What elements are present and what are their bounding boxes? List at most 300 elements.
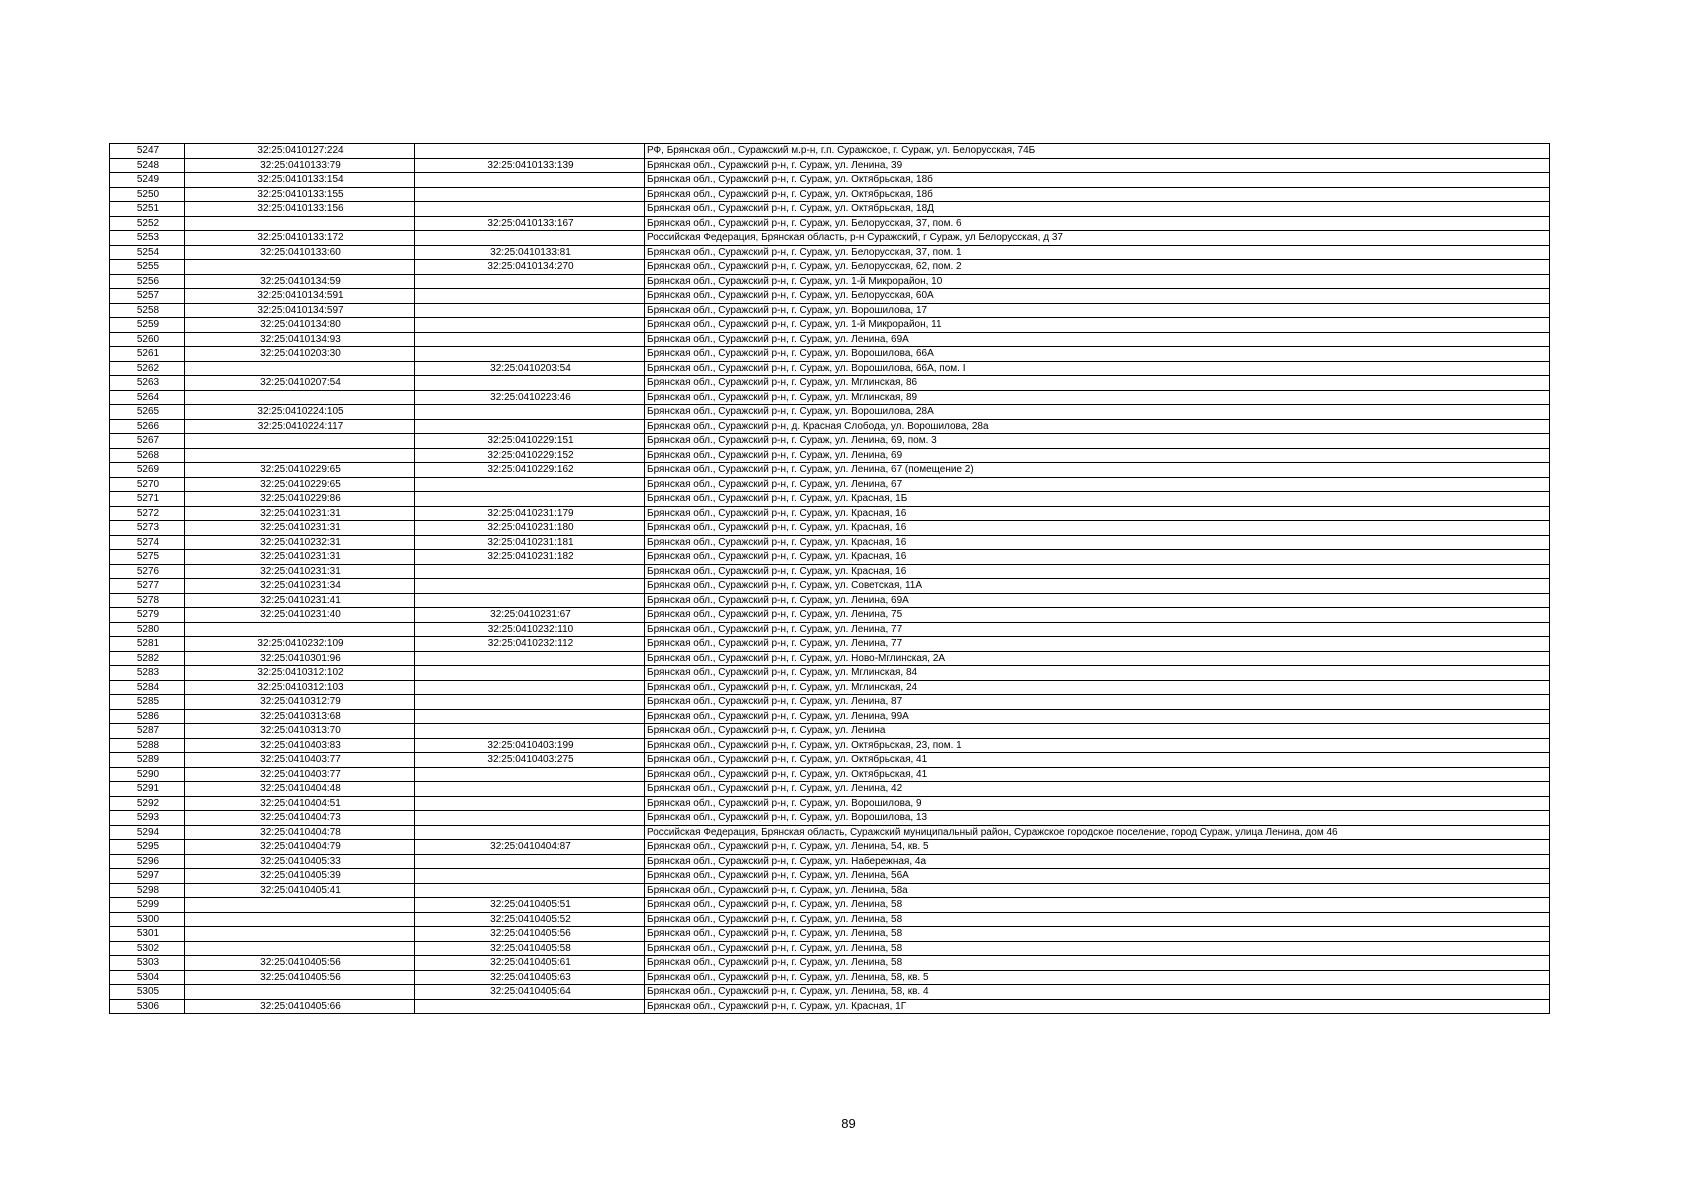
building-cadastral-number-cell	[415, 579, 645, 594]
building-cadastral-number-cell	[415, 332, 645, 347]
land-cadastral-number-cell: 32:25:0410313:68	[185, 709, 415, 724]
address-cell: Брянская обл., Суражский р-н, г. Сураж, ул. Ворошилова, 13	[645, 811, 1550, 826]
row-number-cell: 5269	[110, 463, 185, 478]
address-cell: Брянская обл., Суражский р-н, г. Сураж, ул. Белорусская, 60А	[645, 289, 1550, 304]
land-cadastral-number-cell: 32:25:0410229:86	[185, 492, 415, 507]
building-cadastral-number-cell: 32:25:0410405:51	[415, 898, 645, 913]
table-row	[110, 245, 1550, 260]
land-cadastral-number-cell: 32:25:0410403:77	[185, 753, 415, 768]
land-cadastral-number-cell: 32:25:0410404:73	[185, 811, 415, 826]
row-number-cell: 5263	[110, 376, 185, 391]
building-cadastral-number-cell: 32:25:0410133:81	[415, 245, 645, 260]
address-cell: Брянская обл., Суражский р-н, г. Сураж, ул. Ленина, 58а	[645, 883, 1550, 898]
land-cadastral-number-cell: 32:25:0410134:80	[185, 318, 415, 333]
land-cadastral-number-cell: 32:25:0410312:103	[185, 680, 415, 695]
table-row	[110, 477, 1550, 492]
table-row	[110, 608, 1550, 623]
building-cadastral-number-cell	[415, 666, 645, 681]
land-cadastral-number-cell: 32:25:0410231:31	[185, 550, 415, 565]
table-row	[110, 506, 1550, 521]
building-cadastral-number-cell: 32:25:0410405:64	[415, 985, 645, 1000]
row-number-cell: 5260	[110, 332, 185, 347]
address-cell: Брянская обл., Суражский р-н, г. Сураж, ул. Ленина, 67	[645, 477, 1550, 492]
address-cell: Брянская обл., Суражский р-н, г. Сураж, ул. Красная, 1Б	[645, 492, 1550, 507]
land-cadastral-number-cell: 32:25:0410405:41	[185, 883, 415, 898]
table-row	[110, 651, 1550, 666]
table-row	[110, 448, 1550, 463]
address-cell: РФ, Брянская обл., Суражский м.р-н, г.п. Суражское, г. Сураж, ул. Белорусская, 74Б	[645, 144, 1550, 159]
row-number-cell: 5282	[110, 651, 185, 666]
building-cadastral-number-cell	[415, 231, 645, 246]
land-cadastral-number-cell: 32:25:0410133:172	[185, 231, 415, 246]
table-row	[110, 535, 1550, 550]
address-cell: Брянская обл., Суражский р-н, г. Сураж, ул. 1-й Микрорайон, 10	[645, 274, 1550, 289]
row-number-cell: 5250	[110, 187, 185, 202]
land-cadastral-number-cell: 32:25:0410405:39	[185, 869, 415, 884]
table-row	[110, 260, 1550, 275]
table-row	[110, 144, 1550, 159]
table-row	[110, 216, 1550, 231]
table-row	[110, 709, 1550, 724]
table-row	[110, 811, 1550, 826]
building-cadastral-number-cell: 32:25:0410223:46	[415, 390, 645, 405]
address-cell: Брянская обл., Суражский р-н, г. Сураж, ул. Набережная, 4а	[645, 854, 1550, 869]
row-number-cell: 5265	[110, 405, 185, 420]
address-cell: Брянская обл., Суражский р-н, г. Сураж, ул. Ленина, 67 (помещение 2)	[645, 463, 1550, 478]
table-row	[110, 767, 1550, 782]
land-cadastral-number-cell: 32:25:0410404:78	[185, 825, 415, 840]
table-row	[110, 492, 1550, 507]
land-cadastral-number-cell: 32:25:0410405:56	[185, 970, 415, 985]
land-cadastral-number-cell	[185, 448, 415, 463]
row-number-cell: 5271	[110, 492, 185, 507]
building-cadastral-number-cell: 32:25:0410403:275	[415, 753, 645, 768]
address-cell: Брянская обл., Суражский р-н, г. Сураж, ул. Мглинская, 86	[645, 376, 1550, 391]
row-number-cell: 5292	[110, 796, 185, 811]
row-number-cell: 5285	[110, 695, 185, 710]
address-cell: Брянская обл., Суражский р-н, г. Сураж, ул. Мглинская, 89	[645, 390, 1550, 405]
address-cell: Брянская обл., Суражский р-н, г. Сураж, ул. Красная, 1Г	[645, 999, 1550, 1014]
building-cadastral-number-cell: 32:25:0410232:110	[415, 622, 645, 637]
land-cadastral-number-cell	[185, 985, 415, 1000]
address-cell: Брянская обл., Суражский р-н, г. Сураж, ул. Ленина, 58	[645, 927, 1550, 942]
address-cell: Брянская обл., Суражский р-н, г. Сураж, ул. Октябрьская, 18б	[645, 187, 1550, 202]
building-cadastral-number-cell	[415, 709, 645, 724]
building-cadastral-number-cell: 32:25:0410203:54	[415, 361, 645, 376]
building-cadastral-number-cell: 32:25:0410231:179	[415, 506, 645, 521]
address-cell: Брянская обл., Суражский р-н, г. Сураж, ул. 1-й Микрорайон, 11	[645, 318, 1550, 333]
table-row	[110, 854, 1550, 869]
registry-body	[110, 144, 1550, 1014]
address-cell: Брянская обл., Суражский р-н, г. Сураж, ул. Красная, 16	[645, 521, 1550, 536]
address-cell: Брянская обл., Суражский р-н, г. Сураж, ул. Ленина, 75	[645, 608, 1550, 623]
building-cadastral-number-cell	[415, 405, 645, 420]
building-cadastral-number-cell	[415, 477, 645, 492]
table-row	[110, 550, 1550, 565]
row-number-cell: 5261	[110, 347, 185, 362]
table-row	[110, 680, 1550, 695]
building-cadastral-number-cell	[415, 767, 645, 782]
land-cadastral-number-cell: 32:25:0410301:96	[185, 651, 415, 666]
row-number-cell: 5256	[110, 274, 185, 289]
table-row	[110, 883, 1550, 898]
table-row	[110, 622, 1550, 637]
table-row	[110, 753, 1550, 768]
table-row	[110, 390, 1550, 405]
building-cadastral-number-cell	[415, 376, 645, 391]
row-number-cell: 5284	[110, 680, 185, 695]
land-cadastral-number-cell: 32:25:0410404:79	[185, 840, 415, 855]
address-cell: Брянская обл., Суражский р-н, г. Сураж, ул. Белорусская, 37, пом. 1	[645, 245, 1550, 260]
building-cadastral-number-cell	[415, 869, 645, 884]
address-cell: Брянская обл., Суражский р-н, г. Сураж, ул. Ленина, 58	[645, 912, 1550, 927]
row-number-cell: 5295	[110, 840, 185, 855]
row-number-cell: 5291	[110, 782, 185, 797]
row-number-cell: 5267	[110, 434, 185, 449]
row-number-cell: 5272	[110, 506, 185, 521]
building-cadastral-number-cell	[415, 796, 645, 811]
land-cadastral-number-cell: 32:25:0410403:77	[185, 767, 415, 782]
building-cadastral-number-cell: 32:25:0410231:182	[415, 550, 645, 565]
row-number-cell: 5288	[110, 738, 185, 753]
table-row	[110, 796, 1550, 811]
land-cadastral-number-cell: 32:25:0410134:59	[185, 274, 415, 289]
building-cadastral-number-cell	[415, 593, 645, 608]
land-cadastral-number-cell	[185, 361, 415, 376]
land-cadastral-number-cell: 32:25:0410133:154	[185, 173, 415, 188]
address-cell: Брянская обл., Суражский р-н, г. Сураж, ул. Ленина, 77	[645, 637, 1550, 652]
row-number-cell: 5279	[110, 608, 185, 623]
address-cell: Российская Федерация, Брянская область, р-н Суражский, г Сураж, ул Белорусская, д 37	[645, 231, 1550, 246]
row-number-cell: 5248	[110, 158, 185, 173]
table-row	[110, 231, 1550, 246]
building-cadastral-number-cell	[415, 825, 645, 840]
table-row	[110, 463, 1550, 478]
land-cadastral-number-cell: 32:25:0410231:31	[185, 521, 415, 536]
land-cadastral-number-cell: 32:25:0410229:65	[185, 477, 415, 492]
building-cadastral-number-cell	[415, 811, 645, 826]
row-number-cell: 5301	[110, 927, 185, 942]
address-cell: Брянская обл., Суражский р-н, г. Сураж, ул. Мглинская, 24	[645, 680, 1550, 695]
address-cell: Брянская обл., Суражский р-н, г. Сураж, ул. Ленина, 69А	[645, 332, 1550, 347]
land-cadastral-number-cell: 32:25:0410405:56	[185, 956, 415, 971]
building-cadastral-number-cell: 32:25:0410403:199	[415, 738, 645, 753]
row-number-cell: 5280	[110, 622, 185, 637]
land-cadastral-number-cell	[185, 622, 415, 637]
address-cell: Брянская обл., Суражский р-н, г. Сураж, ул. Ленина, 39	[645, 158, 1550, 173]
address-cell: Российская Федерация, Брянская область, Суражский муниципальный район, Суражское городское поселение, город Сураж, улица Ленина, дом 46	[645, 825, 1550, 840]
address-cell: Брянская обл., Суражский р-н, г. Сураж, ул. Ворошилова, 66А	[645, 347, 1550, 362]
address-cell: Брянская обл., Суражский р-н, г. Сураж, ул. Ново-Мглинская, 2А	[645, 651, 1550, 666]
address-cell: Брянская обл., Суражский р-н, г. Сураж, ул. Красная, 16	[645, 506, 1550, 521]
address-cell: Брянская обл., Суражский р-н, г. Сураж, ул. Белорусская, 37, пом. 6	[645, 216, 1550, 231]
address-cell: Брянская обл., Суражский р-н, г. Сураж, ул. Ленина, 58, кв. 5	[645, 970, 1550, 985]
table-row	[110, 999, 1550, 1014]
table-row	[110, 434, 1550, 449]
land-cadastral-number-cell: 32:25:0410231:31	[185, 506, 415, 521]
address-cell: Брянская обл., Суражский р-н, г. Сураж, ул. Белорусская, 62, пом. 2	[645, 260, 1550, 275]
address-cell: Брянская обл., Суражский р-н, г. Сураж, ул. Советская, 11А	[645, 579, 1550, 594]
building-cadastral-number-cell	[415, 564, 645, 579]
row-number-cell: 5286	[110, 709, 185, 724]
building-cadastral-number-cell	[415, 854, 645, 869]
table-row	[110, 912, 1550, 927]
table-row	[110, 869, 1550, 884]
address-cell: Брянская обл., Суражский р-н, д. Красная Слобода, ул. Ворошилова, 28а	[645, 419, 1550, 434]
land-cadastral-number-cell: 32:25:0410313:70	[185, 724, 415, 739]
table-row	[110, 724, 1550, 739]
land-cadastral-number-cell	[185, 434, 415, 449]
registry-table	[109, 143, 1550, 1014]
building-cadastral-number-cell	[415, 202, 645, 217]
land-cadastral-number-cell: 32:25:0410229:65	[185, 463, 415, 478]
row-number-cell: 5257	[110, 289, 185, 304]
building-cadastral-number-cell	[415, 782, 645, 797]
address-cell: Брянская обл., Суражский р-н, г. Сураж, ул. Ворошилова, 66А, пом. I	[645, 361, 1550, 376]
address-cell: Брянская обл., Суражский р-н, г. Сураж, ул. Ленина, 77	[645, 622, 1550, 637]
row-number-cell: 5296	[110, 854, 185, 869]
row-number-cell: 5252	[110, 216, 185, 231]
address-cell: Брянская обл., Суражский р-н, г. Сураж, ул. Мглинская, 84	[645, 666, 1550, 681]
building-cadastral-number-cell: 32:25:0410405:63	[415, 970, 645, 985]
building-cadastral-number-cell: 32:25:0410231:67	[415, 608, 645, 623]
address-cell: Брянская обл., Суражский р-н, г. Сураж, ул. Ворошилова, 9	[645, 796, 1550, 811]
address-cell: Брянская обл., Суражский р-н, г. Сураж, ул. Красная, 16	[645, 535, 1550, 550]
land-cadastral-number-cell: 32:25:0410133:79	[185, 158, 415, 173]
row-number-cell: 5276	[110, 564, 185, 579]
building-cadastral-number-cell: 32:25:0410133:167	[415, 216, 645, 231]
land-cadastral-number-cell: 32:25:0410224:105	[185, 405, 415, 420]
land-cadastral-number-cell: 32:25:0410231:34	[185, 579, 415, 594]
row-number-cell: 5298	[110, 883, 185, 898]
table-row	[110, 405, 1550, 420]
building-cadastral-number-cell: 32:25:0410229:162	[415, 463, 645, 478]
row-number-cell: 5254	[110, 245, 185, 260]
building-cadastral-number-cell	[415, 695, 645, 710]
land-cadastral-number-cell	[185, 912, 415, 927]
land-cadastral-number-cell	[185, 390, 415, 405]
building-cadastral-number-cell	[415, 347, 645, 362]
row-number-cell: 5277	[110, 579, 185, 594]
building-cadastral-number-cell: 32:25:0410133:139	[415, 158, 645, 173]
building-cadastral-number-cell	[415, 173, 645, 188]
land-cadastral-number-cell	[185, 216, 415, 231]
land-cadastral-number-cell	[185, 260, 415, 275]
table-row	[110, 941, 1550, 956]
land-cadastral-number-cell: 32:25:0410203:30	[185, 347, 415, 362]
land-cadastral-number-cell: 32:25:0410405:33	[185, 854, 415, 869]
table-row	[110, 927, 1550, 942]
row-number-cell: 5258	[110, 303, 185, 318]
table-row	[110, 187, 1550, 202]
land-cadastral-number-cell: 32:25:0410207:54	[185, 376, 415, 391]
building-cadastral-number-cell	[415, 999, 645, 1014]
land-cadastral-number-cell: 32:25:0410312:102	[185, 666, 415, 681]
row-number-cell: 5293	[110, 811, 185, 826]
land-cadastral-number-cell: 32:25:0410231:41	[185, 593, 415, 608]
table-row	[110, 202, 1550, 217]
row-number-cell: 5281	[110, 637, 185, 652]
table-row	[110, 666, 1550, 681]
row-number-cell: 5287	[110, 724, 185, 739]
address-cell: Брянская обл., Суражский р-н, г. Сураж, ул. Октябрьская, 18б	[645, 173, 1550, 188]
table-row	[110, 158, 1550, 173]
row-number-cell: 5290	[110, 767, 185, 782]
row-number-cell: 5303	[110, 956, 185, 971]
address-cell: Брянская обл., Суражский р-н, г. Сураж, ул. Ленина, 42	[645, 782, 1550, 797]
address-cell: Брянская обл., Суражский р-н, г. Сураж, ул. Октябрьская, 41	[645, 767, 1550, 782]
land-cadastral-number-cell: 32:25:0410232:109	[185, 637, 415, 652]
row-number-cell: 5299	[110, 898, 185, 913]
table-row	[110, 347, 1550, 362]
row-number-cell: 5274	[110, 535, 185, 550]
row-number-cell: 5247	[110, 144, 185, 159]
building-cadastral-number-cell: 32:25:0410231:180	[415, 521, 645, 536]
building-cadastral-number-cell: 32:25:0410231:181	[415, 535, 645, 550]
table-row	[110, 825, 1550, 840]
address-cell: Брянская обл., Суражский р-н, г. Сураж, ул. Ленина, 87	[645, 695, 1550, 710]
land-cadastral-number-cell: 32:25:0410127:224	[185, 144, 415, 159]
building-cadastral-number-cell: 32:25:0410405:58	[415, 941, 645, 956]
table-row	[110, 361, 1550, 376]
building-cadastral-number-cell: 32:25:0410229:151	[415, 434, 645, 449]
table-row	[110, 173, 1550, 188]
building-cadastral-number-cell	[415, 144, 645, 159]
table-row	[110, 898, 1550, 913]
row-number-cell: 5297	[110, 869, 185, 884]
building-cadastral-number-cell: 32:25:0410134:270	[415, 260, 645, 275]
land-cadastral-number-cell: 32:25:0410405:66	[185, 999, 415, 1014]
land-cadastral-number-cell: 32:25:0410133:155	[185, 187, 415, 202]
building-cadastral-number-cell	[415, 883, 645, 898]
building-cadastral-number-cell	[415, 492, 645, 507]
building-cadastral-number-cell	[415, 274, 645, 289]
land-cadastral-number-cell	[185, 927, 415, 942]
building-cadastral-number-cell: 32:25:0410405:52	[415, 912, 645, 927]
row-number-cell: 5259	[110, 318, 185, 333]
row-number-cell: 5275	[110, 550, 185, 565]
building-cadastral-number-cell: 32:25:0410232:112	[415, 637, 645, 652]
row-number-cell: 5253	[110, 231, 185, 246]
address-cell: Брянская обл., Суражский р-н, г. Сураж, ул. Ленина, 69	[645, 448, 1550, 463]
address-cell: Брянская обл., Суражский р-н, г. Сураж, ул. Октябрьская, 18Д	[645, 202, 1550, 217]
row-number-cell: 5300	[110, 912, 185, 927]
row-number-cell: 5305	[110, 985, 185, 1000]
address-cell: Брянская обл., Суражский р-н, г. Сураж, ул. Ворошилова, 17	[645, 303, 1550, 318]
table-row	[110, 985, 1550, 1000]
table-row	[110, 318, 1550, 333]
address-cell: Брянская обл., Суражский р-н, г. Сураж, ул. Ленина, 54, кв. 5	[645, 840, 1550, 855]
building-cadastral-number-cell: 32:25:0410404:87	[415, 840, 645, 855]
row-number-cell: 5278	[110, 593, 185, 608]
building-cadastral-number-cell	[415, 187, 645, 202]
building-cadastral-number-cell	[415, 303, 645, 318]
row-number-cell: 5255	[110, 260, 185, 275]
row-number-cell: 5289	[110, 753, 185, 768]
row-number-cell: 5266	[110, 419, 185, 434]
table-row	[110, 376, 1550, 391]
row-number-cell: 5304	[110, 970, 185, 985]
row-number-cell: 5270	[110, 477, 185, 492]
land-cadastral-number-cell: 32:25:0410404:48	[185, 782, 415, 797]
land-cadastral-number-cell	[185, 898, 415, 913]
row-number-cell: 5302	[110, 941, 185, 956]
row-number-cell: 5264	[110, 390, 185, 405]
address-cell: Брянская обл., Суражский р-н, г. Сураж, ул. Ворошилова, 28А	[645, 405, 1550, 420]
address-cell: Брянская обл., Суражский р-н, г. Сураж, ул. Ленина, 99А	[645, 709, 1550, 724]
row-number-cell: 5294	[110, 825, 185, 840]
row-number-cell: 5268	[110, 448, 185, 463]
land-cadastral-number-cell: 32:25:0410312:79	[185, 695, 415, 710]
building-cadastral-number-cell	[415, 289, 645, 304]
building-cadastral-number-cell	[415, 724, 645, 739]
table-row	[110, 419, 1550, 434]
land-cadastral-number-cell: 32:25:0410133:156	[185, 202, 415, 217]
address-cell: Брянская обл., Суражский р-н, г. Сураж, ул. Ленина, 69, пом. 3	[645, 434, 1550, 449]
table-row	[110, 782, 1550, 797]
table-row	[110, 637, 1550, 652]
table-row	[110, 521, 1550, 536]
address-cell: Брянская обл., Суражский р-н, г. Сураж, ул. Октябрьская, 41	[645, 753, 1550, 768]
table-row	[110, 303, 1550, 318]
row-number-cell: 5251	[110, 202, 185, 217]
page-number: 89	[841, 1116, 856, 1131]
address-cell: Брянская обл., Суражский р-н, г. Сураж, ул. Октябрьская, 23, пом. 1	[645, 738, 1550, 753]
row-number-cell: 5306	[110, 999, 185, 1014]
table-row	[110, 840, 1550, 855]
table-row	[110, 579, 1550, 594]
table-row	[110, 695, 1550, 710]
land-cadastral-number-cell: 32:25:0410133:60	[185, 245, 415, 260]
building-cadastral-number-cell: 32:25:0410229:152	[415, 448, 645, 463]
address-cell: Брянская обл., Суражский р-н, г. Сураж, ул. Ленина, 56А	[645, 869, 1550, 884]
table-row	[110, 289, 1550, 304]
land-cadastral-number-cell: 32:25:0410232:31	[185, 535, 415, 550]
address-cell: Брянская обл., Суражский р-н, г. Сураж, ул. Ленина, 58	[645, 956, 1550, 971]
land-cadastral-number-cell: 32:25:0410404:51	[185, 796, 415, 811]
land-cadastral-number-cell: 32:25:0410231:31	[185, 564, 415, 579]
address-cell: Брянская обл., Суражский р-н, г. Сураж, ул. Красная, 16	[645, 564, 1550, 579]
building-cadastral-number-cell	[415, 680, 645, 695]
table-row	[110, 564, 1550, 579]
building-cadastral-number-cell	[415, 318, 645, 333]
address-cell: Брянская обл., Суражский р-н, г. Сураж, ул. Ленина, 69А	[645, 593, 1550, 608]
land-cadastral-number-cell: 32:25:0410134:591	[185, 289, 415, 304]
address-cell: Брянская обл., Суражский р-н, г. Сураж, ул. Ленина, 58, кв. 4	[645, 985, 1550, 1000]
land-cadastral-number-cell: 32:25:0410134:597	[185, 303, 415, 318]
table-row	[110, 956, 1550, 971]
row-number-cell: 5249	[110, 173, 185, 188]
land-cadastral-number-cell: 32:25:0410403:83	[185, 738, 415, 753]
building-cadastral-number-cell: 32:25:0410405:56	[415, 927, 645, 942]
row-number-cell: 5273	[110, 521, 185, 536]
address-cell: Брянская обл., Суражский р-н, г. Сураж, ул. Ленина, 58	[645, 898, 1550, 913]
table-row	[110, 332, 1550, 347]
land-cadastral-number-cell: 32:25:0410224:117	[185, 419, 415, 434]
land-cadastral-number-cell: 32:25:0410134:93	[185, 332, 415, 347]
table-row	[110, 274, 1550, 289]
land-cadastral-number-cell	[185, 941, 415, 956]
address-cell: Брянская обл., Суражский р-н, г. Сураж, ул. Ленина	[645, 724, 1550, 739]
table-row	[110, 970, 1550, 985]
table-row	[110, 593, 1550, 608]
row-number-cell: 5283	[110, 666, 185, 681]
table-row	[110, 738, 1550, 753]
land-cadastral-number-cell: 32:25:0410231:40	[185, 608, 415, 623]
address-cell: Брянская обл., Суражский р-н, г. Сураж, ул. Красная, 16	[645, 550, 1550, 565]
building-cadastral-number-cell	[415, 651, 645, 666]
address-cell: Брянская обл., Суражский р-н, г. Сураж, ул. Ленина, 58	[645, 941, 1550, 956]
